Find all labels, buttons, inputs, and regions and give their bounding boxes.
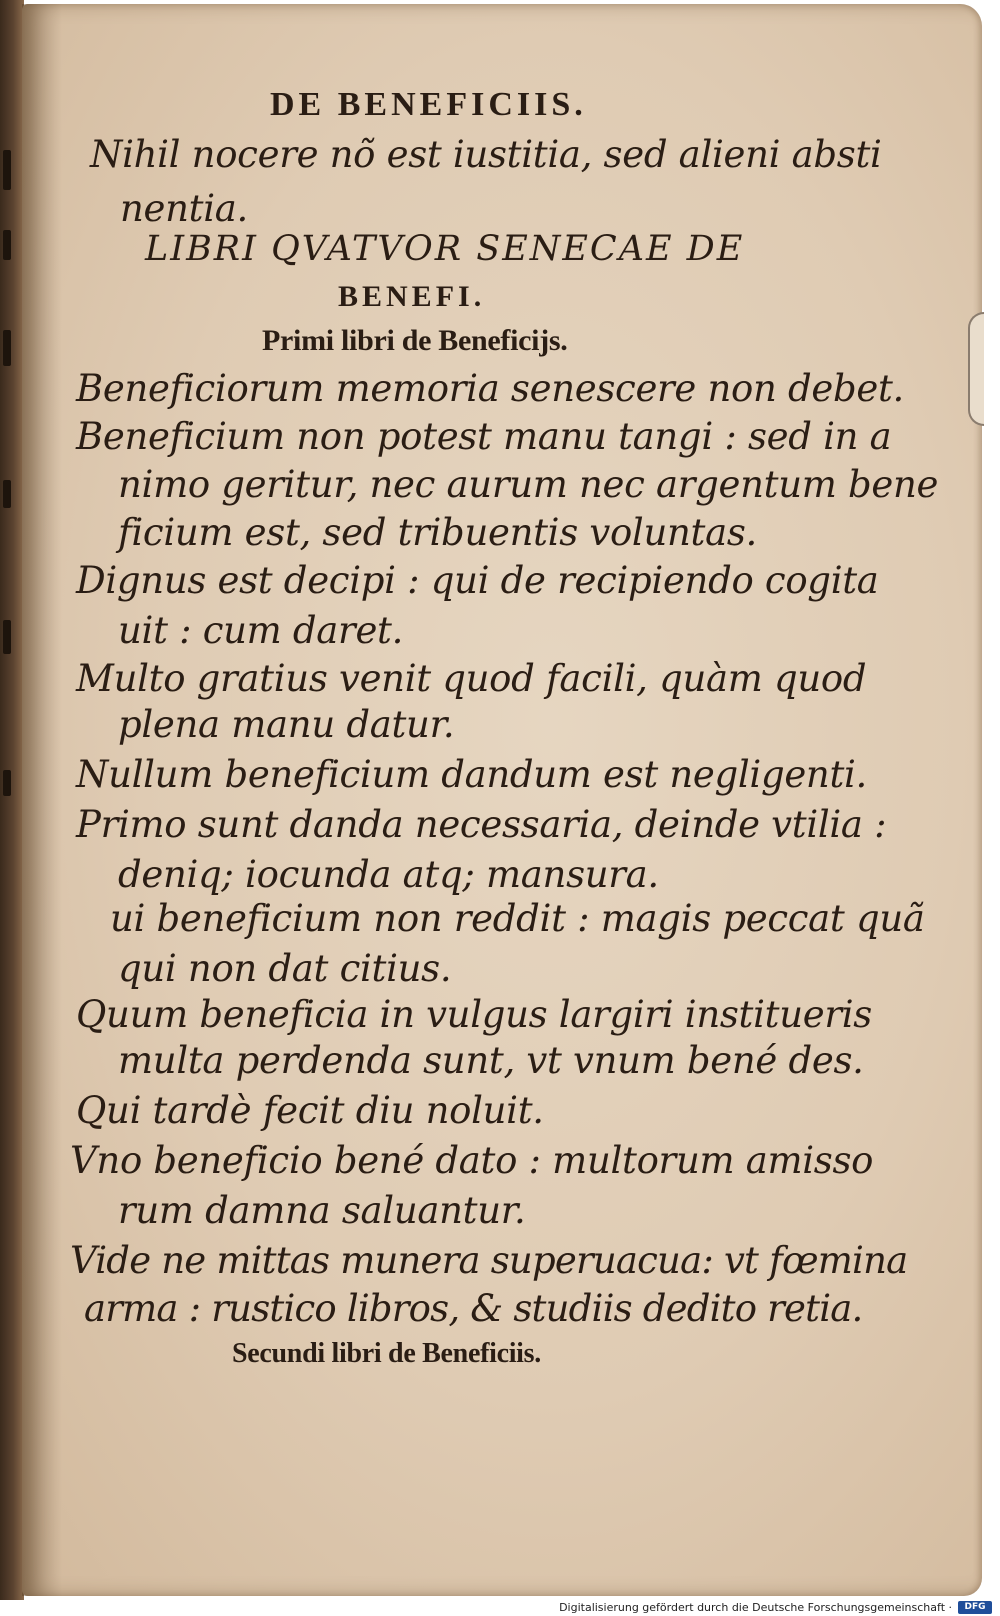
text-line: arma : rustico libros, & studiis dedito retia. [84, 1287, 863, 1330]
text-line: Nihil nocere nõ est iustitia, sed alieni absti [90, 133, 882, 176]
text-line: ui beneficium non reddit : magis peccat quã [110, 897, 925, 940]
text-line: nentia. [120, 187, 248, 230]
subsection-heading: Primi libri de Beneficijs. [262, 324, 568, 357]
section-title-continued: BENEFI. [338, 280, 486, 313]
text-line: multa perdenda sunt, vt vnum bené des. [118, 1039, 864, 1082]
page-clip [968, 312, 984, 426]
text-line: ficium est, sed tribuentis voluntas. [118, 511, 757, 554]
dfg-logo: DFG [958, 1601, 992, 1614]
edge-stain [3, 480, 11, 508]
text-line: Beneficium non potest manu tangi : sed in a [76, 415, 892, 458]
running-head: DE BENEFICIIS. [270, 86, 587, 123]
edge-stain [3, 770, 11, 796]
text-line: Quum beneficia in vulgus largiri institueris [76, 993, 872, 1036]
text-line: nimo geritur, nec aurum nec argentum bene [118, 463, 939, 506]
section-title: LIBRI QVATVOR SENECAE DE [145, 229, 745, 269]
edge-stain [3, 330, 11, 366]
edge-stain [3, 230, 11, 260]
gutter-shadow [22, 4, 62, 1596]
subsection-heading: Secundi libri de Beneficiis. [232, 1338, 541, 1369]
text-line: rum damna saluantur. [118, 1189, 526, 1232]
text-line: deniq; iocunda atq; mansura. [118, 853, 659, 896]
text-line: uit : cum daret. [118, 609, 404, 652]
text-line: Vno beneficio bené dato : multorum amisso [70, 1139, 874, 1182]
text-line: Nullum beneficium dandum est negligenti. [76, 753, 868, 796]
text-line: Vide ne mittas munera superuacua: vt fœmina [70, 1239, 908, 1282]
edge-stain [3, 620, 11, 654]
text-line: qui non dat citius. [118, 947, 452, 990]
text-line: Multo gratius venit quod facili, quàm quod [76, 657, 867, 700]
text-line: Dignus est decipi : qui de recipiendo cogita [76, 559, 879, 602]
text-line: Beneficiorum memoria senescere non debet. [76, 367, 904, 410]
text-line: plena manu datur. [118, 703, 455, 746]
funding-credit: Digitalisierung gefördert durch die Deutsche Forschungsgemeinschaft · [559, 1601, 952, 1614]
edge-stain [3, 150, 11, 190]
book-spine-edge [0, 0, 24, 1600]
text-line: Qui tardè fecit diu noluit. [76, 1089, 544, 1132]
text-line: Primo sunt danda necessaria, deinde vtilia : [76, 803, 887, 846]
